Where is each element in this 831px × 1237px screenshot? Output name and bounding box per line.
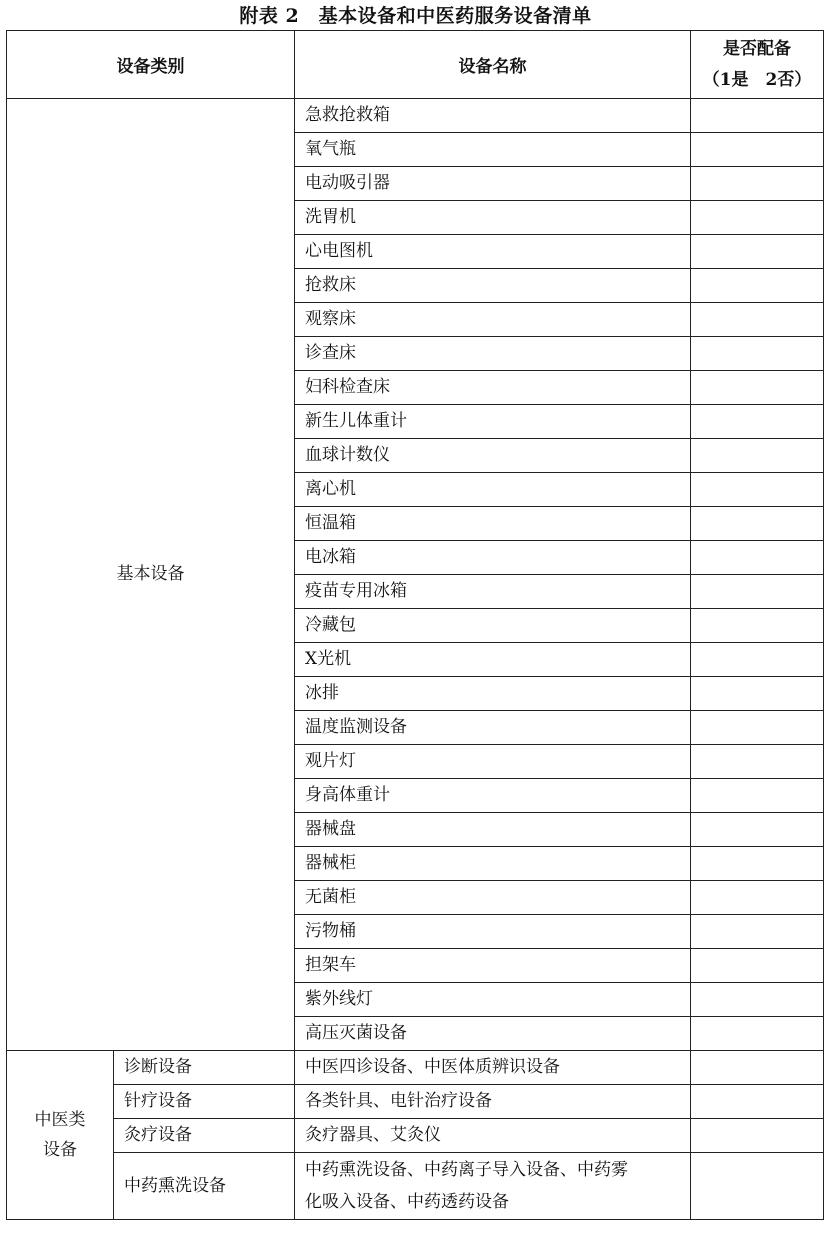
- configured-cell[interactable]: [691, 983, 824, 1017]
- configured-cell[interactable]: [691, 915, 824, 949]
- tcm-subcategory: 灸疗设备: [114, 1119, 295, 1153]
- header-row: [7, 31, 824, 99]
- configured-cell[interactable]: [691, 167, 824, 201]
- configured-cell[interactable]: [691, 405, 824, 439]
- configured-cell[interactable]: [691, 201, 824, 235]
- equipment-name: 冷藏包: [295, 609, 691, 643]
- equipment-name: 冰排: [295, 677, 691, 711]
- equipment-name: 器械盘: [295, 813, 691, 847]
- configured-cell[interactable]: [691, 1051, 824, 1085]
- equipment-name: 担架车: [295, 949, 691, 983]
- equipment-name: 血球计数仪: [295, 439, 691, 473]
- equipment-name: 无菌柜: [295, 881, 691, 915]
- table-row: [7, 1119, 824, 1153]
- configured-cell[interactable]: [691, 745, 824, 779]
- configured-cell[interactable]: [691, 1119, 824, 1153]
- configured-cell[interactable]: [691, 235, 824, 269]
- configured-cell[interactable]: [691, 269, 824, 303]
- header-category: 设备类别: [7, 31, 295, 99]
- header-configured-line1: 是否配备: [723, 38, 791, 59]
- equipment-name: 中医四诊设备、中医体质辨识设备: [295, 1051, 691, 1085]
- equipment-name: 紫外线灯: [295, 983, 691, 1017]
- basic-category-cell: 基本设备: [7, 99, 295, 1051]
- equipment-name: 氧气瓶: [295, 133, 691, 167]
- equipment-name: 心电图机: [295, 235, 691, 269]
- configured-cell[interactable]: [691, 813, 824, 847]
- configured-cell[interactable]: [691, 609, 824, 643]
- configured-cell[interactable]: [691, 473, 824, 507]
- table-row: [7, 1051, 824, 1085]
- configured-cell[interactable]: [691, 439, 824, 473]
- equipment-name: 恒温箱: [295, 507, 691, 541]
- equipment-name: 急救抢救箱: [295, 99, 691, 133]
- configured-cell[interactable]: [691, 1017, 824, 1051]
- tcm-subcategory: 诊断设备: [114, 1051, 295, 1085]
- header-configured: [691, 31, 824, 99]
- equipment-name: X光机: [295, 643, 691, 677]
- equipment-name: 电冰箱: [295, 541, 691, 575]
- tcm-category-line2: 设备: [43, 1140, 77, 1160]
- configured-cell[interactable]: [691, 575, 824, 609]
- header-configured-line2: （1是 2否）: [702, 69, 812, 90]
- tcm-category-line1: 中医类: [34, 1110, 86, 1130]
- configured-cell[interactable]: [691, 779, 824, 813]
- configured-cell[interactable]: [691, 677, 824, 711]
- equipment-name: 观片灯: [295, 745, 691, 779]
- equipment-name: 妇科检查床: [295, 371, 691, 405]
- configured-cell[interactable]: [691, 541, 824, 575]
- table-row: [7, 99, 824, 133]
- tcm-equipment-section: [7, 1051, 824, 1220]
- tcm-subcategory: 中药熏洗设备: [114, 1153, 295, 1220]
- configured-cell[interactable]: [691, 303, 824, 337]
- equipment-name: 温度监测设备: [295, 711, 691, 745]
- table-row: [7, 1085, 824, 1119]
- configured-cell[interactable]: [691, 371, 824, 405]
- equipment-name: 洗胃机: [295, 201, 691, 235]
- equipment-name: 各类针具、电针治疗设备: [295, 1085, 691, 1119]
- equipment-name: [295, 1153, 691, 1220]
- basic-equipment-section: [7, 99, 824, 1051]
- configured-cell[interactable]: [691, 643, 824, 677]
- equipment-name: 器械柜: [295, 847, 691, 881]
- tcm-category-cell: [7, 1051, 114, 1220]
- equipment-name: 身高体重计: [295, 779, 691, 813]
- configured-cell[interactable]: [691, 1153, 824, 1220]
- table-row: [7, 1153, 824, 1220]
- configured-cell[interactable]: [691, 949, 824, 983]
- equipment-name: 灸疗器具、艾灸仪: [295, 1119, 691, 1153]
- configured-cell[interactable]: [691, 1085, 824, 1119]
- equipment-name-line1: 中药熏洗设备、中药离子导入设备、中药雾: [305, 1160, 628, 1180]
- equipment-table: [6, 30, 824, 1220]
- header-name: 设备名称: [295, 31, 691, 99]
- equipment-name-line2: 化吸入设备、中药透药设备: [305, 1192, 509, 1212]
- configured-cell[interactable]: [691, 847, 824, 881]
- configured-cell[interactable]: [691, 711, 824, 745]
- configured-cell[interactable]: [691, 99, 824, 133]
- equipment-name: 诊查床: [295, 337, 691, 371]
- equipment-name: 疫苗专用冰箱: [295, 575, 691, 609]
- equipment-name: 观察床: [295, 303, 691, 337]
- equipment-name: 新生儿体重计: [295, 405, 691, 439]
- tcm-subcategory: 针疗设备: [114, 1085, 295, 1119]
- page-title: 附表 2 基本设备和中医药服务设备清单: [239, 5, 592, 27]
- equipment-name: 污物桶: [295, 915, 691, 949]
- equipment-name: 离心机: [295, 473, 691, 507]
- equipment-name: 抢救床: [295, 269, 691, 303]
- configured-cell[interactable]: [691, 507, 824, 541]
- equipment-name: 电动吸引器: [295, 167, 691, 201]
- equipment-name: 高压灭菌设备: [295, 1017, 691, 1051]
- configured-cell[interactable]: [691, 337, 824, 371]
- configured-cell[interactable]: [691, 133, 824, 167]
- configured-cell[interactable]: [691, 881, 824, 915]
